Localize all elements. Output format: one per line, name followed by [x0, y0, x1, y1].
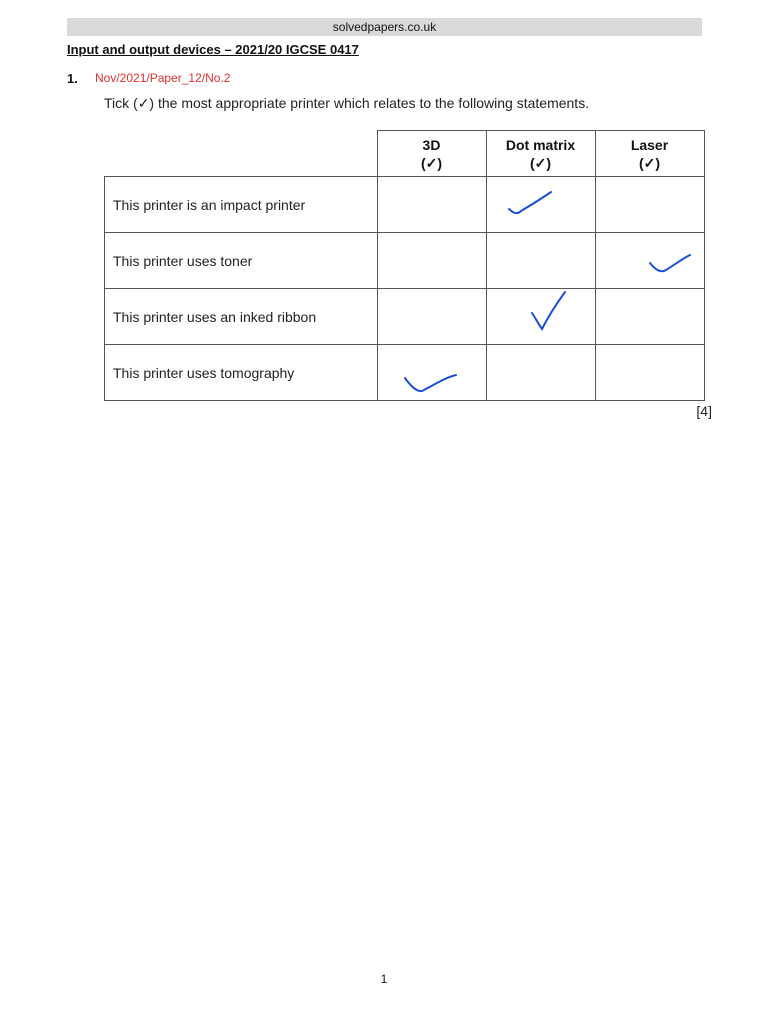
tick-cell-3d[interactable] [377, 345, 486, 401]
site-banner: solvedpapers.co.uk [67, 18, 702, 36]
table-row [105, 233, 705, 289]
column-name: Dot matrix [505, 136, 576, 153]
question-number: 1. [67, 71, 78, 86]
handwritten-tick-icon [487, 289, 595, 345]
handwritten-tick-icon [487, 177, 595, 233]
document-title: Input and output devices – 2021/20 IGCSE 0417 [67, 42, 359, 57]
header-empty-cell [105, 131, 378, 177]
column-tick-hint: (✓) [638, 154, 661, 171]
table-header-row [105, 131, 705, 177]
handwritten-tick-icon [378, 345, 486, 401]
column-name: Laser [630, 136, 669, 153]
question-source: Nov/2021/Paper_12/No.2 [95, 71, 231, 85]
table-row [105, 289, 705, 345]
tick-cell-laser[interactable] [595, 345, 704, 401]
tick-cell-dot-matrix[interactable] [486, 289, 595, 345]
statement-cell: This printer uses toner [105, 233, 378, 289]
column-header-dot-matrix [486, 131, 595, 177]
column-header-laser [595, 131, 704, 177]
handwritten-tick-icon [596, 233, 704, 289]
tick-cell-laser[interactable] [595, 177, 704, 233]
column-tick-hint: (✓) [529, 154, 552, 171]
tick-cell-dot-matrix[interactable] [486, 233, 595, 289]
tick-cell-laser[interactable] [595, 289, 704, 345]
tick-cell-3d[interactable] [377, 177, 486, 233]
page-number: 1 [380, 972, 388, 986]
table-row [105, 345, 705, 401]
tick-cell-dot-matrix[interactable] [486, 177, 595, 233]
statement-cell: This printer uses tomography [105, 345, 378, 401]
tick-cell-dot-matrix[interactable] [486, 345, 595, 401]
marks-total: [4] [696, 403, 712, 419]
statement-cell: This printer is an impact printer [105, 177, 378, 233]
tick-cell-laser[interactable] [595, 233, 704, 289]
printer-tick-table [104, 130, 705, 401]
column-header-3d [377, 131, 486, 177]
tick-cell-3d[interactable] [377, 233, 486, 289]
statement-cell: This printer uses an inked ribbon [105, 289, 378, 345]
question-instruction: Tick (✓) the most appropriate printer which relates to the following statements. [104, 95, 590, 111]
table-row [105, 177, 705, 233]
tick-cell-3d[interactable] [377, 289, 486, 345]
column-name: 3D [422, 136, 441, 153]
column-tick-hint: (✓) [420, 154, 443, 171]
